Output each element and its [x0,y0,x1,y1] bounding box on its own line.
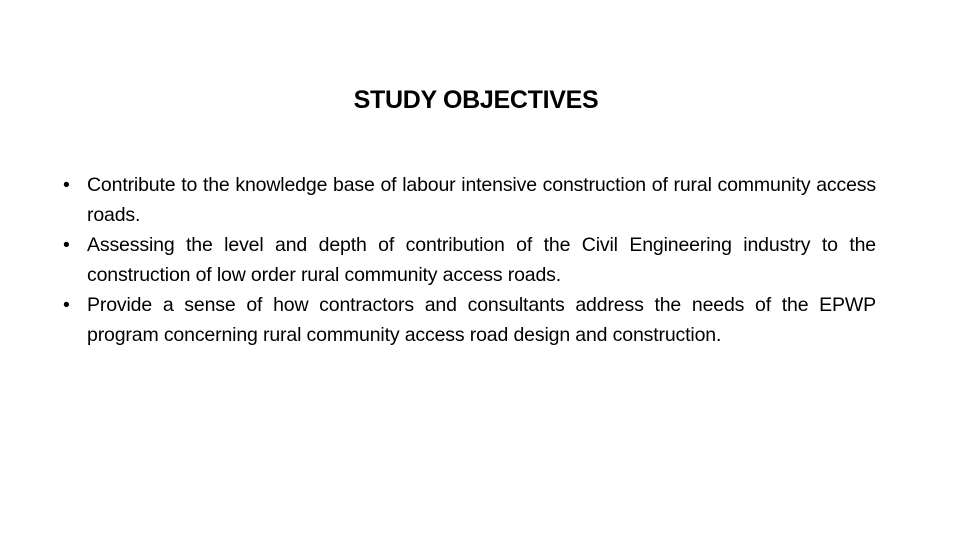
slide-title: STUDY OBJECTIVES [353,86,599,114]
bullet-icon: • [63,294,70,316]
list-item [63,171,876,230]
list-item-text: Contribute to the knowledge base of labour intensive construction of rural community access roads. [87,174,876,226]
list-item-text: Provide a sense of how contractors and consultants address the needs of the EPWP program concerning rural community access road design and construction. [87,294,876,346]
list-item [63,291,876,350]
list-item-text: Assessing the level and depth of contribution of the Civil Engineering industry to the construction of low order rural community access roads. [87,234,876,286]
bullet-icon: • [63,174,70,196]
objectives-list [63,171,876,351]
bullet-icon: • [63,234,70,256]
list-item [63,231,876,290]
